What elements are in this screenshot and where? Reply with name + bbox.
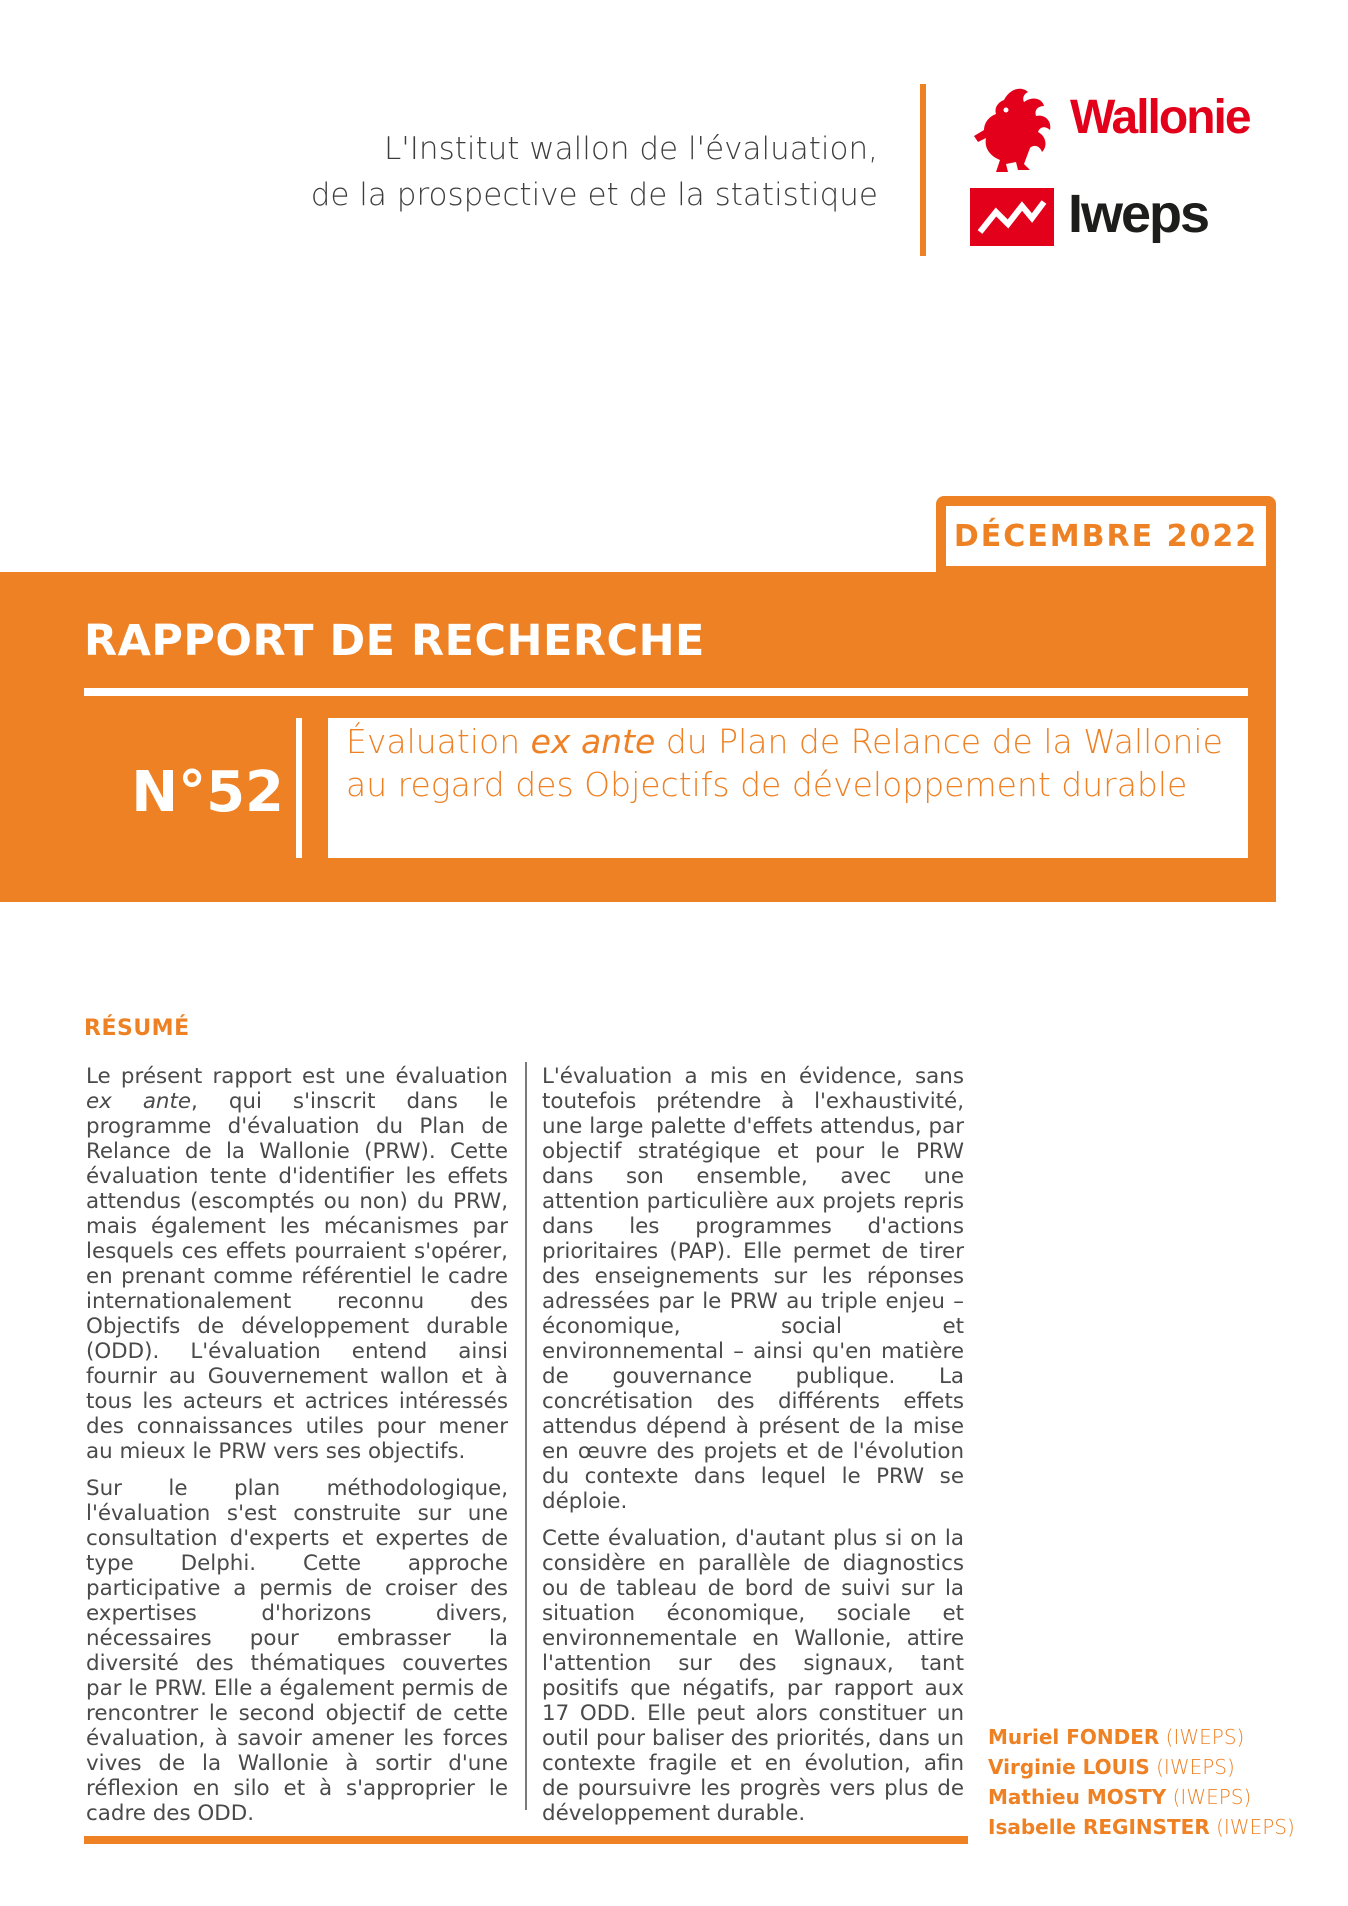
- author-name: Muriel FONDER: [988, 1725, 1160, 1749]
- band-rule: [84, 688, 1248, 696]
- column-divider: [525, 1062, 527, 1810]
- header-divider: [920, 84, 926, 256]
- summary-p1-after: , qui s'inscrit dans le programme d'évaluation du Plan de Relance de la Wallonie (PRW). Cette évaluation tente d'identifier les effets attendus (escomptés ou non) du PRW, mais également les mécanismes par lesquels ces effets pourraient s'opérer, en prenant comme référentiel le cadre internationalement reconnu des Objectifs de développement durable (ODD). L'évaluation entend ainsi fournir au Gouvernement wallon et à tous les acteurs et actrices intéressés des connaissances utiles pour mener au mieux le PRW vers ses objectifs.: [86, 1089, 508, 1464]
- author-org: (IWEPS): [1209, 1815, 1295, 1839]
- bottom-rule: [84, 1836, 968, 1844]
- author-item: [988, 1812, 1295, 1842]
- title-part-1: Évaluation: [346, 722, 531, 761]
- author-org: (IWEPS): [1166, 1785, 1252, 1809]
- author-item: [988, 1752, 1295, 1782]
- iweps-logo-text: Iweps: [1068, 184, 1209, 244]
- summary-column-1: [86, 1064, 508, 1838]
- author-name: Mathieu MOSTY: [988, 1785, 1167, 1809]
- number-divider: [296, 718, 302, 858]
- title-part-2: du Plan de Relance de la Wallonie au regard des Objectifs de développement durable: [346, 722, 1223, 804]
- author-item: [988, 1722, 1295, 1752]
- author-name: Virginie LOUIS: [988, 1755, 1150, 1779]
- summary-paragraph-1: [86, 1064, 508, 1464]
- title-italic: ex ante: [530, 722, 656, 761]
- author-org: (IWEPS): [1149, 1755, 1235, 1779]
- summary-paragraph-4: Cette évaluation, d'autant plus si on la considère en parallèle de diagnostics ou de tableau de bord de suivi sur la situation économique, sociale et environnementale en Wallonie, attire l'attention sur des signaux, tant positifs que négatifs, par rapport aux 17 ODD. Elle peut alors constituer un outil pour baliser des priorités, dans un contexte fragile et en évolution, afin de poursuivre les progrès vers plus de développement durable.: [542, 1526, 964, 1826]
- summary-p1-before: Le présent rapport est une évaluation: [86, 1064, 508, 1089]
- summary-heading: RÉSUMÉ: [84, 1016, 190, 1041]
- summary-paragraph-3: L'évaluation a mis en évidence, sans toutefois prétendre à l'exhaustivité, une large palette d'effets attendus, par objectif stratégique et pour le PRW dans son ensemble, avec une attention particulière aux projets repris dans les programmes d'actions prioritaires (PAP). Elle permet de tirer des enseignements sur les réponses adressées par le PRW au triple enjeu – économique, social et environnemental – ainsi qu'en matière de gouvernance publique. La concrétisation des différents effets attendus dépend à présent de la mise en œuvre des projets et de l'évolution du contexte dans lequel le PRW se déploie.: [542, 1064, 964, 1514]
- author-item: [988, 1782, 1295, 1812]
- report-number: N°52: [131, 760, 284, 825]
- institute-line-2: de la prospective et de la statistique: [310, 177, 878, 213]
- summary-column-2: [542, 1064, 964, 1838]
- iweps-logo-icon: [970, 188, 1054, 246]
- institute-line-1: L'Institut wallon de l'évaluation,: [383, 131, 878, 167]
- summary-p1-italic: ex ante: [86, 1089, 192, 1114]
- summary-paragraph-2: Sur le plan méthodologique, l'évaluation s'est construite sur une consultation d'experts et expertes de type Delphi. Cette approche participative a permis de croiser des expertises d'horizons divers, nécessaires pour embrasser la diversité des thématiques couvertes par le PRW. Elle a également permis de rencontrer le second objectif de cette évaluation, à savoir amener les forces vives de la Wallonie à sortir d'une réflexion en silo et à s'approprier le cadre des ODD.: [86, 1476, 508, 1826]
- institute-name: [178, 126, 878, 218]
- report-type: RAPPORT DE RECHERCHE: [84, 616, 705, 666]
- publication-date: DÉCEMBRE 2022: [946, 506, 1266, 566]
- report-title: [346, 720, 1246, 806]
- wallonie-logo-text: Wallonie: [1070, 91, 1250, 144]
- author-org: (IWEPS): [1159, 1725, 1245, 1749]
- authors-list: [988, 1722, 1295, 1842]
- author-name: Isabelle REGINSTER: [988, 1815, 1210, 1839]
